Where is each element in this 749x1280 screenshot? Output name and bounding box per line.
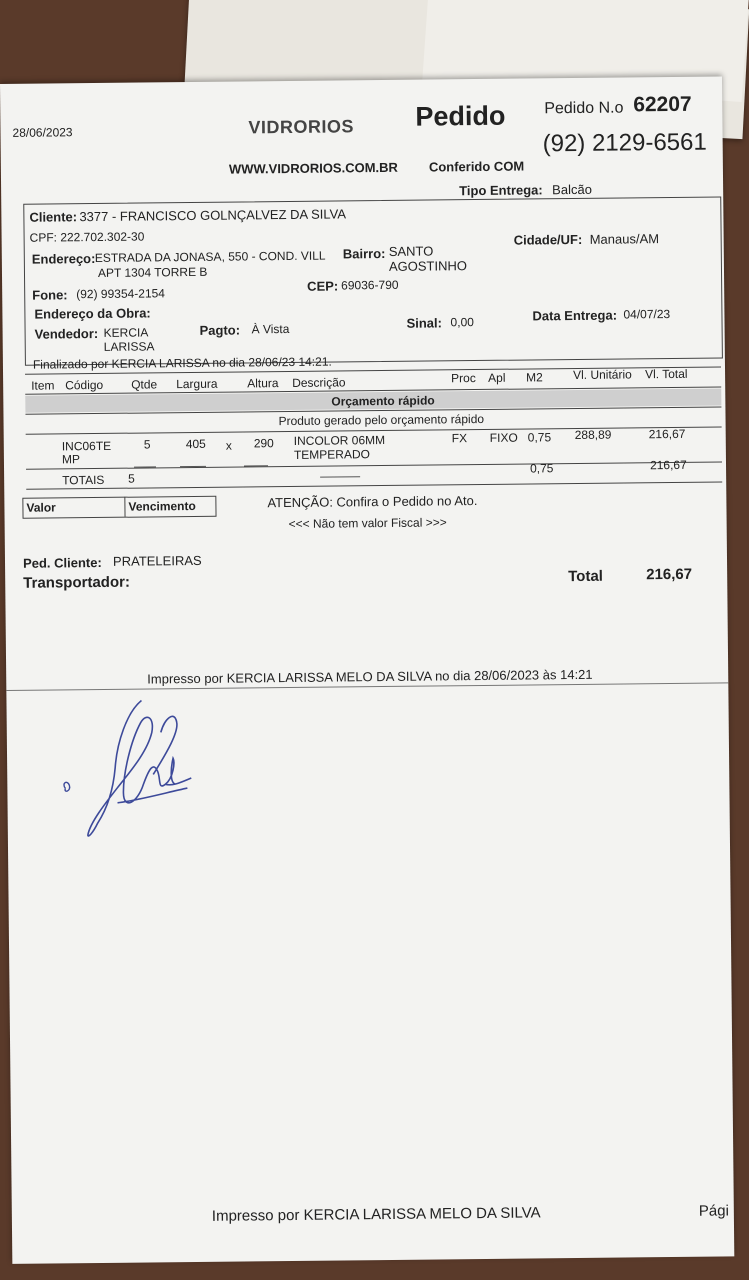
data-entrega-value: 04/07/23 [623,306,671,322]
pagto-value: À Vista [251,321,290,337]
totais-total: 216,67 [649,457,687,473]
bairro-line-1: SANTO [388,243,434,259]
handwritten-signature [56,692,208,854]
col-vl-total: Vl. Total [645,366,688,382]
col-altura: Altura [247,376,279,391]
valor-label: Valor [26,500,56,515]
cidade-value: Manaus/AM [589,231,660,247]
col-m2: M2 [526,370,543,385]
endereco-line-1: ESTRADA DA JONASA, 550 - COND. VILL [94,248,326,266]
receipt-sheet [0,76,734,1263]
totals-rule [26,461,722,469]
col-vl-unitario: Vl. Unitário [573,367,632,383]
total-value: 216,67 [646,565,693,584]
sinal-value: 0,00 [450,315,474,330]
sinal-label: Sinal: [406,315,443,331]
order-number-label: Pedido N.o [544,99,624,118]
obra-label: Endereço da Obra: [34,305,151,322]
row-apl: FIXO [489,430,518,445]
col-proc: Proc [451,371,476,386]
totais-m2: 0,75 [529,461,554,476]
vendedor-line-2: LARISSA [103,339,155,354]
atencao-text: ATENÇÃO: Confira o Pedido no Ato. [267,493,478,511]
cliente-label: Cliente: [29,209,78,225]
pagto-label: Pagto: [199,322,241,338]
row-descricao-1: INCOLOR 06MM [293,432,386,448]
tipo-entrega-value: Balcão [552,181,592,198]
ped-cliente-label: Ped. Cliente: [22,554,102,571]
cliente-value: 3377 - FRANCISCO GOLNÇALVEZ DA SILVA [79,206,347,225]
endereco-line-2: APT 1304 TORRE B [97,264,208,280]
col-item: Item [31,378,55,393]
col-largura: Largura [176,376,218,392]
col-qtde: Qtde [131,377,158,392]
col-apl: Apl [488,370,506,385]
fone-label: Fone: [32,287,68,303]
vendedor-line-1: KERCIA [103,325,149,340]
endereco-label: Endereço: [31,251,96,267]
ped-cliente-value: PRATELEIRAS [112,552,202,569]
row-largura: 405 [185,436,206,452]
row-unit: 288,89 [574,427,612,443]
fone-value: (92) 99354-2154 [76,286,166,302]
row-x: x [225,438,232,453]
finalizado-text: Finalizado por KERCIA LARISSA no dia 28/06/23 14:21. [32,354,332,372]
totais-qtde: 5 [128,471,135,486]
total-label: Total [568,567,603,586]
fiscal-text: <<< Não tem valor Fiscal >>> [288,515,447,532]
row-proc: FX [451,431,468,446]
row-m2: 0,75 [527,430,552,445]
print-date: 28/06/2023 [12,125,73,140]
data-entrega-label: Data Entrega: [532,307,618,324]
row-qtde: 5 [143,437,151,452]
company-logo: VIDRORIOS [248,116,355,138]
company-phone: (92) 2129-6561 [542,128,707,158]
page-label: Pági [698,1202,729,1220]
tipo-entrega-label: Tipo Entrega: [459,182,543,199]
col-codigo: Código [65,377,104,393]
impresso-text: Impresso por KERCIA LARISSA MELO DA SILVA no dia 28/06/2023 às 14:21 [147,666,593,687]
row-descricao-2: TEMPERADO [293,447,370,462]
vendedor-label: Vendedor: [34,325,99,342]
cep-label: CEP: [307,278,339,294]
row-altura: 290 [253,436,274,451]
bairro-label: Bairro: [342,245,386,262]
col-descricao: Descrição [292,375,346,390]
company-website: WWW.VIDRORIOS.COM.BR [228,159,398,177]
document-title: Pedido [415,100,506,132]
section-title: Orçamento rápido [331,393,435,409]
cep-value: 69036-790 [341,277,399,293]
impresso-bottom: Impresso por KERCIA LARISSA MELO DA SILVA [211,1204,541,1225]
cpf-value: CPF: 222.702.302-30 [29,229,145,245]
transportador-label: Transportador: [23,573,131,592]
section-subtitle: Produto gerado pelo orçamento rápido [278,411,485,429]
totais-label: TOTAIS [62,472,105,488]
vencimento-label: Vencimento [128,498,196,514]
row-codigo-1: INC06TE [61,438,112,454]
row-total: 216,67 [648,426,686,442]
bairro-line-2: AGOSTINHO [388,258,468,274]
valor-divider [124,497,125,517]
descricao-dash [320,476,360,477]
cidade-label: Cidade/UF: [513,231,583,248]
row-codigo-2: MP [61,452,81,467]
order-number: 62207 [633,92,692,117]
conferido-label: Conferido COM [428,158,525,175]
